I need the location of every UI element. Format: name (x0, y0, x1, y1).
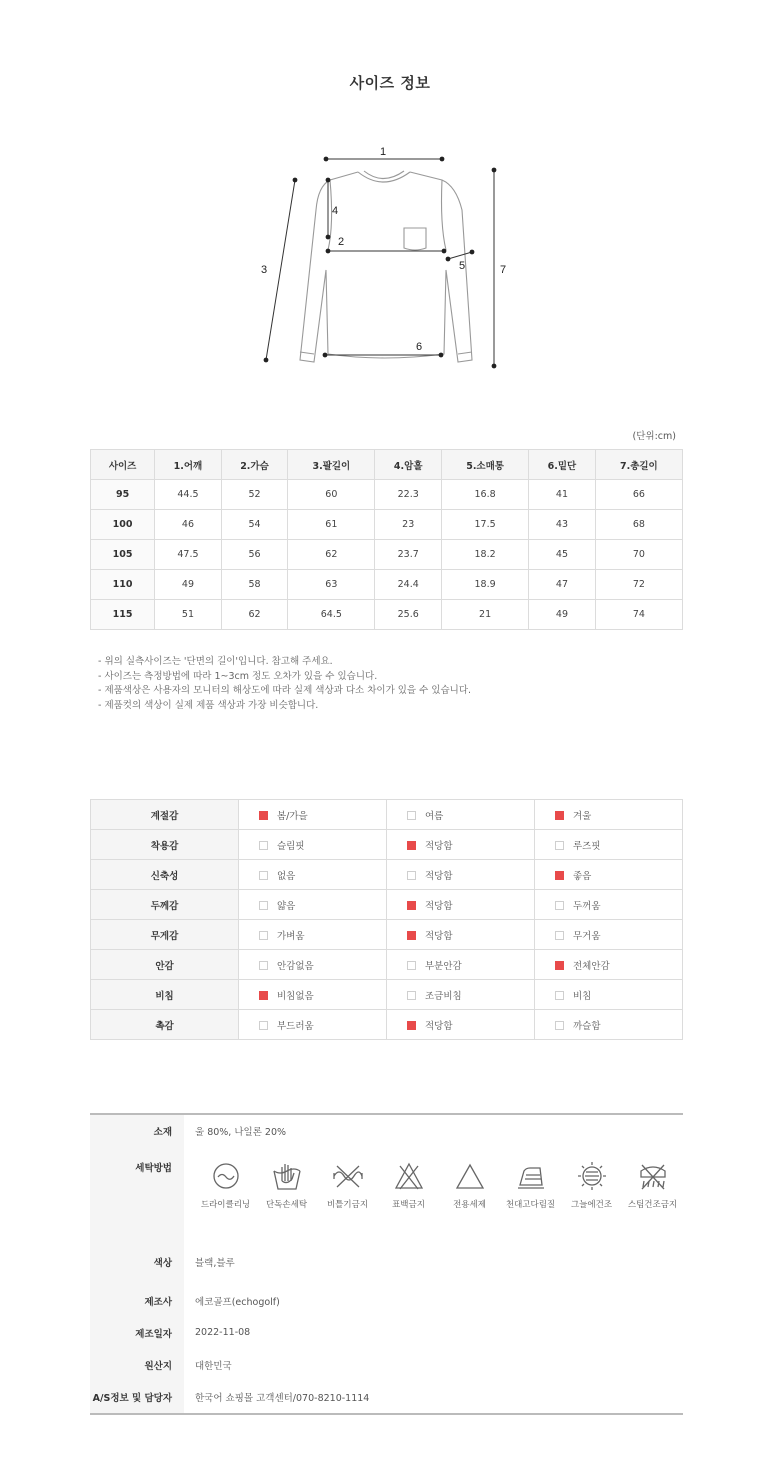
fit-option (535, 830, 683, 860)
checked-box-icon (555, 811, 564, 820)
fit-option-label: 적당함 (425, 930, 453, 942)
care-label-text: 드라이클리닝 (200, 1200, 251, 1210)
note-line: - 사이즈는 측정방법에 따라 1~3cm 정도 오차가 있을 수 있습니다. (98, 670, 378, 682)
measure-cell: 70 (595, 540, 682, 570)
unchecked-box-icon (407, 811, 416, 820)
measure-cell: 64.5 (288, 600, 375, 630)
fit-option (239, 890, 387, 920)
fit-option-label: 겨울 (573, 810, 592, 822)
fit-label: 비침 (91, 980, 239, 1010)
unchecked-box-icon (259, 1021, 268, 1030)
care-icons (195, 1147, 683, 1222)
care-label-text: 단독손세탁 (265, 1200, 308, 1210)
size-table-row (91, 510, 683, 540)
color-value: 블랙,블루 (195, 1258, 235, 1269)
fit-option-label: 부분안감 (425, 960, 462, 972)
shirt-diagram-icon (250, 140, 530, 380)
fit-row (91, 800, 683, 830)
fit-option-label: 비침 (573, 990, 592, 1002)
info-row-color (90, 1239, 683, 1285)
checked-box-icon (259, 811, 268, 820)
fit-option (535, 950, 683, 980)
size-table-header: 1.어깨 (155, 450, 222, 480)
diagram-label-6: 6 (416, 341, 423, 353)
fit-row (91, 860, 683, 890)
fit-option (535, 1010, 683, 1040)
info-row-material (90, 1115, 683, 1147)
diagram-label-7: 7 (500, 264, 507, 276)
measure-cell: 52 (221, 480, 288, 510)
as-label: A/S정보 및 담당자 (90, 1381, 184, 1413)
fit-option-label: 두꺼움 (573, 900, 601, 912)
measure-cell: 72 (595, 570, 682, 600)
fit-option (387, 920, 535, 950)
size-table-row (91, 480, 683, 510)
measure-cell: 47 (529, 570, 596, 600)
unchecked-box-icon (259, 871, 268, 880)
care-item (561, 1159, 622, 1210)
size-table-row (91, 600, 683, 630)
measure-cell: 62 (288, 540, 375, 570)
material-label: 소재 (90, 1115, 184, 1147)
unchecked-box-icon (555, 841, 564, 850)
fit-label: 촉감 (91, 1010, 239, 1040)
measure-cell: 45 (529, 540, 596, 570)
as-value: 한국어 쇼핑몰 고객센터/070-8210-1114 (195, 1393, 370, 1404)
size-diagram (250, 140, 530, 380)
size-table-header: 3.팔길이 (288, 450, 375, 480)
measure-cell: 43 (529, 510, 596, 540)
care-label-text: 표백금지 (392, 1200, 425, 1210)
checked-box-icon (555, 871, 564, 880)
fit-option (387, 1010, 535, 1040)
size-cell: 100 (91, 510, 155, 540)
fit-label: 신축성 (91, 860, 239, 890)
fit-option (239, 950, 387, 980)
fit-option-label: 비침없음 (277, 990, 314, 1002)
care-label-text: 스팀건조금지 (627, 1200, 678, 1210)
fit-label: 계절감 (91, 800, 239, 830)
size-cell: 105 (91, 540, 155, 570)
measure-cell: 25.6 (375, 600, 442, 630)
care-label-text: 비틀기금지 (326, 1200, 369, 1210)
measure-cell: 63 (288, 570, 375, 600)
measure-cell: 47.5 (155, 540, 222, 570)
size-table-row (91, 570, 683, 600)
measure-cell: 51 (155, 600, 222, 630)
no-wring-icon (331, 1159, 365, 1193)
fit-option (535, 980, 683, 1010)
unchecked-box-icon (259, 841, 268, 850)
fit-option-label: 부드러움 (277, 1020, 314, 1032)
info-row-care (90, 1147, 683, 1239)
unchecked-box-icon (259, 931, 268, 940)
diagram-label-2: 2 (338, 236, 345, 248)
fit-option-label: 좋음 (573, 870, 592, 882)
measure-cell: 54 (221, 510, 288, 540)
no-tumble-dry-icon (636, 1159, 670, 1193)
fit-option-label: 가벼움 (277, 930, 305, 942)
origin-value: 대한민국 (195, 1360, 232, 1372)
size-table-header: 4.암홀 (375, 450, 442, 480)
fit-option-label: 여름 (425, 810, 444, 822)
size-cell: 110 (91, 570, 155, 600)
unchecked-box-icon (555, 931, 564, 940)
size-cell: 95 (91, 480, 155, 510)
care-item (439, 1159, 500, 1210)
measure-cell: 66 (595, 480, 682, 510)
fit-option (387, 950, 535, 980)
note-line: - 위의 실측사이즈는 '단면의 길이'입니다. 참고해 주세요. (98, 656, 333, 667)
care-label-text: 전용세제 (453, 1200, 486, 1210)
fit-table (90, 799, 683, 1040)
size-table (90, 449, 683, 630)
fit-option-label: 루즈핏 (573, 840, 601, 852)
info-row-origin (90, 1348, 683, 1381)
note-line: - 제품색상은 사용자의 모니터의 해상도에 따라 실제 색상과 다소 차이가 있을 수 있습니다. (98, 685, 472, 696)
fit-option-label: 조금비침 (425, 990, 462, 1002)
fit-option-label: 봄/가을 (277, 810, 308, 822)
fit-label: 무게감 (91, 920, 239, 950)
fit-option (239, 980, 387, 1010)
size-table-header: 6.밑단 (529, 450, 596, 480)
measure-cell: 18.9 (441, 570, 528, 600)
fit-option (239, 1010, 387, 1040)
care-item (256, 1159, 317, 1210)
fit-option-label: 무거움 (573, 930, 601, 942)
size-table-header: 7.총길이 (595, 450, 682, 480)
fit-option (239, 920, 387, 950)
material-value: 울 80%, 나일론 20% (195, 1127, 287, 1138)
neutral-detergent-icon (453, 1159, 487, 1193)
fit-label: 착용감 (91, 830, 239, 860)
product-info (90, 1113, 683, 1415)
origin-label: 원산지 (90, 1348, 184, 1381)
diagram-label-3: 3 (261, 264, 268, 276)
unchecked-box-icon (259, 961, 268, 970)
size-table-row (91, 540, 683, 570)
care-label-text: 그늘에건조 (570, 1200, 613, 1210)
fit-option-label: 적당함 (425, 870, 453, 882)
hand-wash-icon (270, 1159, 304, 1193)
diagram-label-5: 5 (459, 260, 466, 272)
checked-box-icon (259, 991, 268, 1000)
iron-icon (514, 1159, 548, 1193)
info-row-as (90, 1381, 683, 1413)
fit-option (387, 800, 535, 830)
maker-label: 제조사 (90, 1285, 184, 1317)
unchecked-box-icon (259, 901, 268, 910)
measure-cell: 49 (529, 600, 596, 630)
date-label: 제조일자 (90, 1317, 184, 1348)
fit-row (91, 890, 683, 920)
fit-option (387, 980, 535, 1010)
measure-cell: 41 (529, 480, 596, 510)
care-label: 세탁방법 (90, 1147, 184, 1239)
fit-label: 안감 (91, 950, 239, 980)
measure-cell: 16.8 (441, 480, 528, 510)
fit-option-label: 얇음 (277, 900, 296, 912)
fit-option-label: 까슬함 (573, 1020, 601, 1032)
checked-box-icon (407, 931, 416, 940)
checked-box-icon (407, 901, 416, 910)
measure-cell: 17.5 (441, 510, 528, 540)
size-table-header: 5.소매통 (441, 450, 528, 480)
care-label-text: 천대고다림질 (505, 1200, 556, 1210)
fit-option (387, 860, 535, 890)
no-bleach-icon (392, 1159, 426, 1193)
unchecked-box-icon (407, 871, 416, 880)
care-item (195, 1159, 256, 1210)
size-table-header: 사이즈 (91, 450, 155, 480)
checked-box-icon (555, 961, 564, 970)
measure-cell: 44.5 (155, 480, 222, 510)
unchecked-box-icon (555, 991, 564, 1000)
care-item (378, 1159, 439, 1210)
fit-option (239, 830, 387, 860)
fit-option-label: 안감없음 (277, 960, 314, 972)
page-title: 사이즈 정보 (349, 74, 431, 92)
color-label: 색상 (90, 1239, 184, 1285)
care-item (500, 1159, 561, 1210)
diagram-label-4: 4 (332, 205, 339, 217)
fit-option (535, 860, 683, 890)
fit-row (91, 1010, 683, 1040)
fit-row (91, 980, 683, 1010)
info-row-date (90, 1317, 683, 1348)
fit-option (387, 890, 535, 920)
unchecked-box-icon (555, 1021, 564, 1030)
fit-option (535, 800, 683, 830)
measure-cell: 21 (441, 600, 528, 630)
fit-option-label: 적당함 (425, 1020, 453, 1032)
note-line: - 제품컷의 색상이 실제 제품 색상과 가장 비슷합니다. (98, 699, 319, 711)
care-item (317, 1159, 378, 1210)
unchecked-box-icon (407, 961, 416, 970)
fit-option-label: 적당함 (425, 900, 453, 912)
fit-label: 두께감 (91, 890, 239, 920)
fit-option (239, 860, 387, 890)
size-table-header-row (91, 450, 683, 480)
checked-box-icon (407, 841, 416, 850)
dry-clean-icon (209, 1159, 243, 1193)
measure-cell: 22.3 (375, 480, 442, 510)
maker-value: 에코골프(echogolf) (195, 1297, 280, 1308)
measure-cell: 62 (221, 600, 288, 630)
info-row-maker (90, 1285, 683, 1317)
fit-option-label: 전체안감 (573, 960, 610, 972)
measure-cell: 60 (288, 480, 375, 510)
measure-cell: 74 (595, 600, 682, 630)
measure-cell: 23 (375, 510, 442, 540)
fit-option (535, 920, 683, 950)
checked-box-icon (407, 1021, 416, 1030)
fit-option (239, 800, 387, 830)
unchecked-box-icon (407, 991, 416, 1000)
measure-cell: 24.4 (375, 570, 442, 600)
measure-cell: 61 (288, 510, 375, 540)
fit-option-label: 슬림핏 (277, 840, 305, 852)
shade-dry-icon (575, 1159, 609, 1193)
care-item (622, 1159, 683, 1210)
measure-cell: 18.2 (441, 540, 528, 570)
fit-option (387, 830, 535, 860)
measure-cell: 46 (155, 510, 222, 540)
fit-row (91, 920, 683, 950)
measure-cell: 56 (221, 540, 288, 570)
diagram-label-1: 1 (380, 146, 387, 158)
fit-option (535, 890, 683, 920)
fit-row (91, 830, 683, 860)
measure-cell: 68 (595, 510, 682, 540)
measure-cell: 49 (155, 570, 222, 600)
fit-option-label: 없음 (277, 870, 296, 882)
date-value: 2022-11-08 (195, 1327, 251, 1338)
size-cell: 115 (91, 600, 155, 630)
size-table-header: 2.가슴 (221, 450, 288, 480)
unchecked-box-icon (555, 901, 564, 910)
measure-cell: 58 (221, 570, 288, 600)
size-notes (98, 655, 471, 713)
measure-cell: 23.7 (375, 540, 442, 570)
fit-option-label: 적당함 (425, 840, 453, 852)
unit-label: (단위:cm) (632, 431, 676, 442)
fit-row (91, 950, 683, 980)
